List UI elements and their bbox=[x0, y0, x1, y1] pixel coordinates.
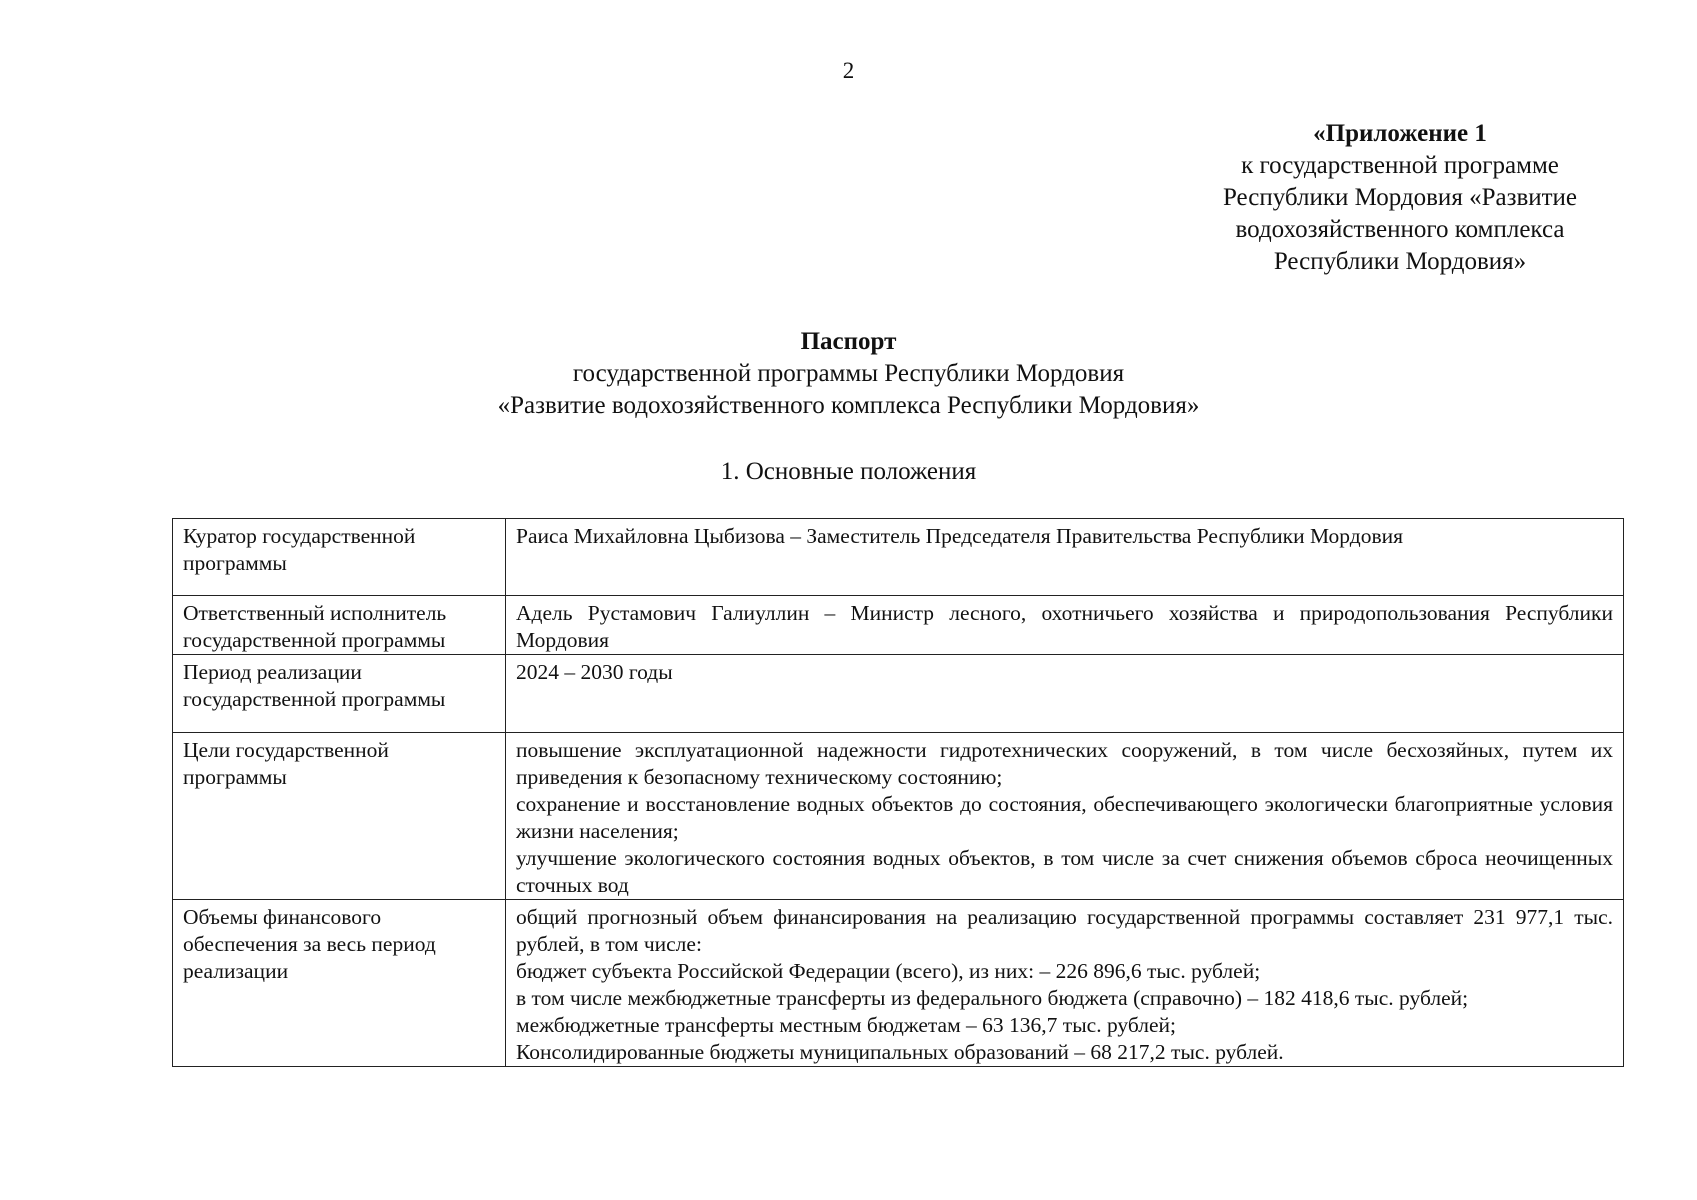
table-row bbox=[173, 733, 1624, 900]
appendix-line: к государственной программе bbox=[1241, 152, 1559, 179]
passport-table bbox=[172, 518, 1624, 1067]
section-title: 1. Основные положения bbox=[720, 458, 977, 485]
value-line: повышение эксплуатационной надежности гидротехнических сооружений, в том числе бесхозяйных, путем их приведения к безопасному техническому состоянию; bbox=[516, 738, 1613, 789]
value-line: сохранение и восстановление водных объектов до состояния, обеспечивающего экологически благоприятные условия жизни населения; bbox=[516, 792, 1613, 843]
value-line: в том числе межбюджетные трансферты из федерального бюджета (справочно) – 182 418,6 тыс. рублей; bbox=[516, 986, 1469, 1010]
table-row bbox=[173, 900, 1624, 1067]
value-line: улучшение экологического состояния водных объектов, в том числе за счет снижения объемов сброса неочищенных сточных вод bbox=[516, 846, 1613, 897]
passport-title: Паспорт bbox=[800, 328, 897, 355]
passport-subtitle: «Развитие водохозяйственного комплекса Республики Мордовия» bbox=[497, 392, 1200, 419]
passport-subtitle: государственной программы Республики Мордовия bbox=[572, 360, 1125, 387]
table-row bbox=[173, 655, 1624, 733]
appendix-line: водохозяйственного комплекса bbox=[1235, 216, 1565, 243]
row-label-goals: Цели государственной программы bbox=[173, 733, 506, 900]
row-value-curator bbox=[506, 519, 1624, 596]
value-line: межбюджетные трансферты местным бюджетам – 63 136,7 тыс. рублей; bbox=[516, 1013, 1177, 1037]
row-value-goals bbox=[506, 733, 1624, 900]
row-label-period: Период реализации государственной программы bbox=[173, 655, 506, 733]
row-label-curator: Куратор государственной программы bbox=[173, 519, 506, 596]
row-label-executor: Ответственный исполнитель государственной программы bbox=[173, 596, 506, 655]
value-line: бюджет субъекта Российской Федерации (всего), из них: – 226 896,6 тыс. рублей; bbox=[516, 959, 1261, 983]
appendix-title: «Приложение 1 bbox=[1313, 120, 1487, 147]
appendix-line: Республики Мордовия «Развитие bbox=[1222, 184, 1578, 211]
appendix-block bbox=[1180, 118, 1620, 278]
table-row bbox=[173, 519, 1624, 596]
row-label-funding: Объемы финансового обеспечения за весь период реализации bbox=[173, 900, 506, 1067]
value-line: Раиса Михайловна Цыбизова – Заместитель Председателя Правительства Республики Мордовия bbox=[516, 524, 1403, 548]
page-number: 2 bbox=[842, 58, 855, 83]
passport-heading bbox=[0, 326, 1697, 422]
row-value-funding bbox=[506, 900, 1624, 1067]
value-line: 2024 – 2030 годы bbox=[516, 660, 673, 684]
value-line: Консолидированные бюджеты муниципальных образований – 68 217,2 тыс. рублей. bbox=[516, 1040, 1284, 1064]
row-value-executor bbox=[506, 596, 1624, 655]
row-value-period bbox=[506, 655, 1624, 733]
table-row bbox=[173, 596, 1624, 655]
value-line: Адель Рустамович Галиуллин – Министр лесного, охотничьего хозяйства и природопользования Республики Мордовия bbox=[516, 601, 1613, 652]
value-line: общий прогнозный объем финансирования на реализацию государственной программы составляет 231 977,1 тыс. рублей, в том числе: bbox=[516, 905, 1613, 956]
appendix-line: Республики Мордовия» bbox=[1273, 248, 1527, 275]
